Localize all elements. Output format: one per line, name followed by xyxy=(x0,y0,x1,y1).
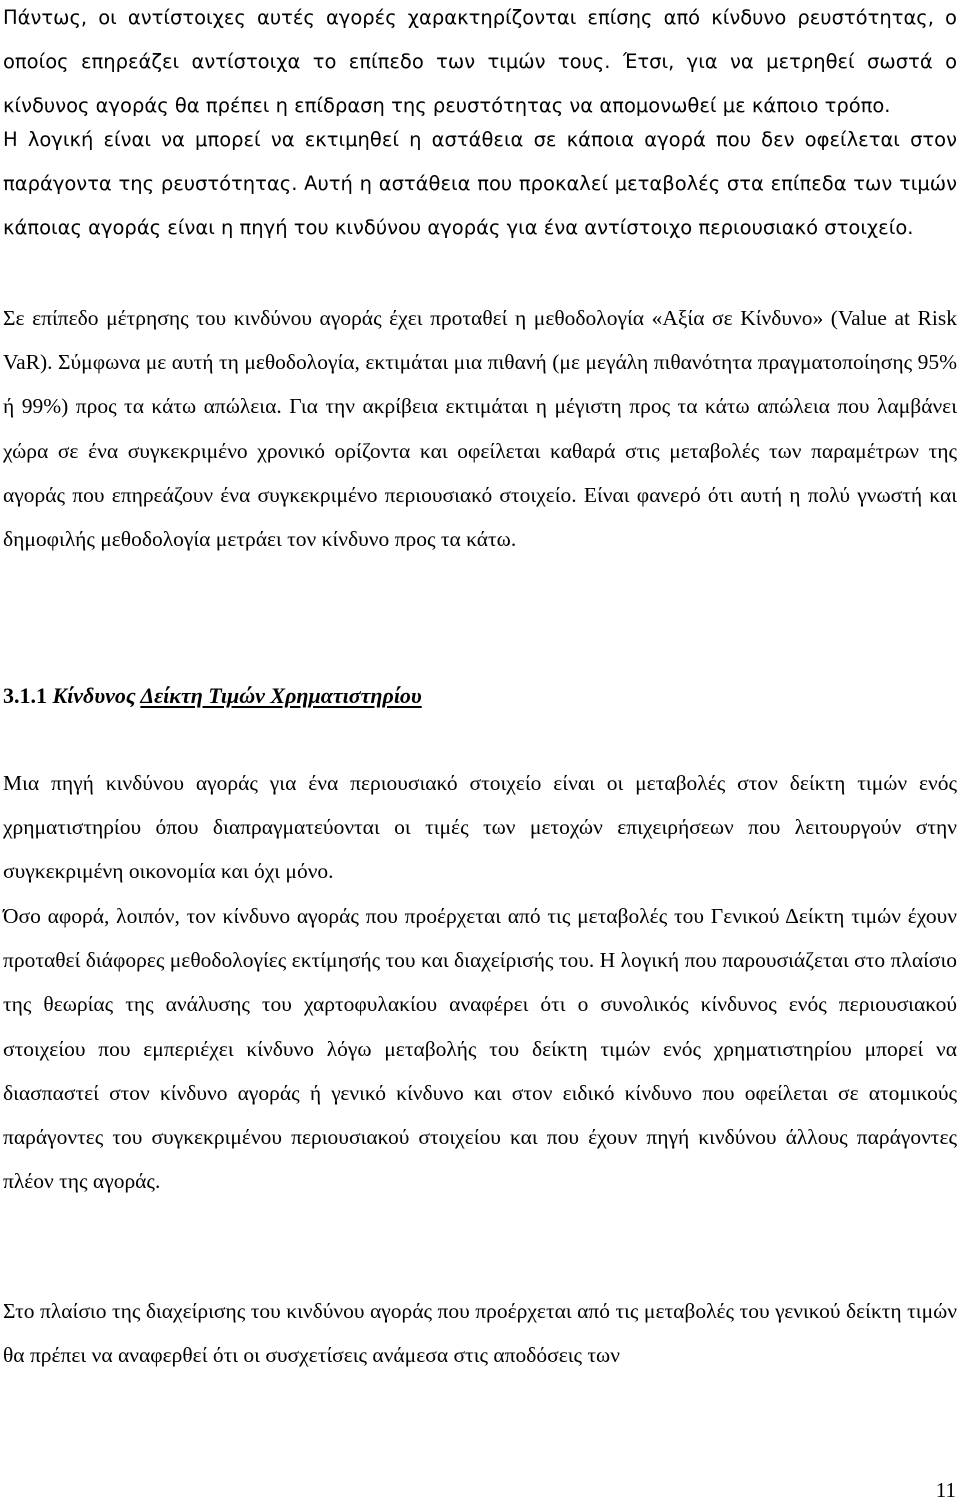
section-title-rest: Δείκτη Τιμών Χρηματιστηρίου xyxy=(140,683,422,708)
section-number: 3.1.1 xyxy=(3,683,47,708)
page-number: 11 xyxy=(935,1478,956,1502)
section-title-word1: Κίνδυνος xyxy=(52,683,136,708)
paragraph-6: Στο πλαίσιο της διαχείρισης του κινδύνου αγοράς που προέρχεται από τις μεταβολές του γενικού δείκτη τιμών θα πρέπει να αναφερθεί ότι οι συσχετίσεις ανάμεσα στις αποδόσεις των xyxy=(3,1299,957,1368)
paragraph-2: Η λογική είναι να μπορεί να εκτιμηθεί η αστάθεια σε κάποια αγορά που δεν οφείλεται στον παράγοντα της ρευστότητας. Αυτή η αστάθεια που προκαλεί μεταβολές στα επίπεδα των τιμών κάποιας αγοράς είναι η πηγή του κινδύνου αγοράς για ένα αντίστοιχο περιουσιακό στοιχείο. xyxy=(3,128,957,240)
section-heading xyxy=(3,674,422,718)
paragraph-3: Σε επίπεδο μέτρησης του κινδύνου αγοράς έχει προταθεί η μεθοδολογία «Αξία σε Κίνδυνο» (Value at Risk VaR). Σύμφωνα με αυτή τη μεθοδολογία, εκτιμάται μια πιθανή (με μεγάλη πιθανότητα πραγματοποίησης 95% ή 99%) προς τα κάτω απώλεια. Για την ακρίβεια εκτιμάται η μέγιστη προς τα κάτω απώλεια που λαμβάνει χώρα σε ένα συγκεκριμένο χρονικό ορίζοντα και οφείλεται καθαρά στις μεταβολές των παραμέτρων της αγοράς που επηρεάζουν ένα συγκεκριμένο περιουσιακό στοιχείο. Είναι φανερό ότι αυτή η πολύ γνωστή και δημοφιλής μεθοδολογία μετράει τον κίνδυνο προς τα κάτω. xyxy=(3,306,957,552)
paragraph-4: Μια πηγή κινδύνου αγοράς για ένα περιουσιακό στοιχείο είναι οι μεταβολές στον δείκτη τιμών ενός χρηματιστηρίου όπου διαπραγματεύονται οι τιμές των μετοχών επιχειρήσεων που λειτουργούν στην συγκεκριμένη οικονομία και όχι μόνο. xyxy=(3,771,957,884)
paragraph-1: Πάντως, οι αντίστοιχες αυτές αγορές χαρακτηρίζονται επίσης από κίνδυνο ρευστότητας, ο οποίος επηρεάζει αντίστοιχα το επίπεδο των τιμών τους. Έτσι, για να μετρηθεί σωστά ο κίνδυνος αγοράς θα πρέπει η επίδραση της ρευστότητας να απομονωθεί με κάποιο τρόπο. xyxy=(3,6,957,118)
paragraph-5: Όσο αφορά, λοιπόν, τον κίνδυνο αγοράς που προέρχεται από τις μεταβολές του Γενικού Δείκτη τιμών έχουν προταθεί διάφορες μεθοδολογίες εκτίμησής του και διαχείρισής του. Η λογική που παρουσιάζεται στο πλαίσιο της θεωρίας της ανάλυσης του χαρτοφυλακίου αναφέρει ότι ο συνολικός κίνδυνος ενός περιουσιακού στοιχείου που εμπεριέχει κίνδυνο λόγω μεταβολής του δείκτη τιμών ενός χρηματιστηρίου μπορεί να διασπαστεί στον κίνδυνο αγοράς ή γενικό κίνδυνο και στον ειδικό κίνδυνο που οφείλεται σε ατομικούς παράγοντες του συγκεκριμένου περιουσιακού στοιχείου και που έχουν πηγή κινδύνου άλλους παράγοντες πλέον της αγοράς. xyxy=(3,904,957,1194)
